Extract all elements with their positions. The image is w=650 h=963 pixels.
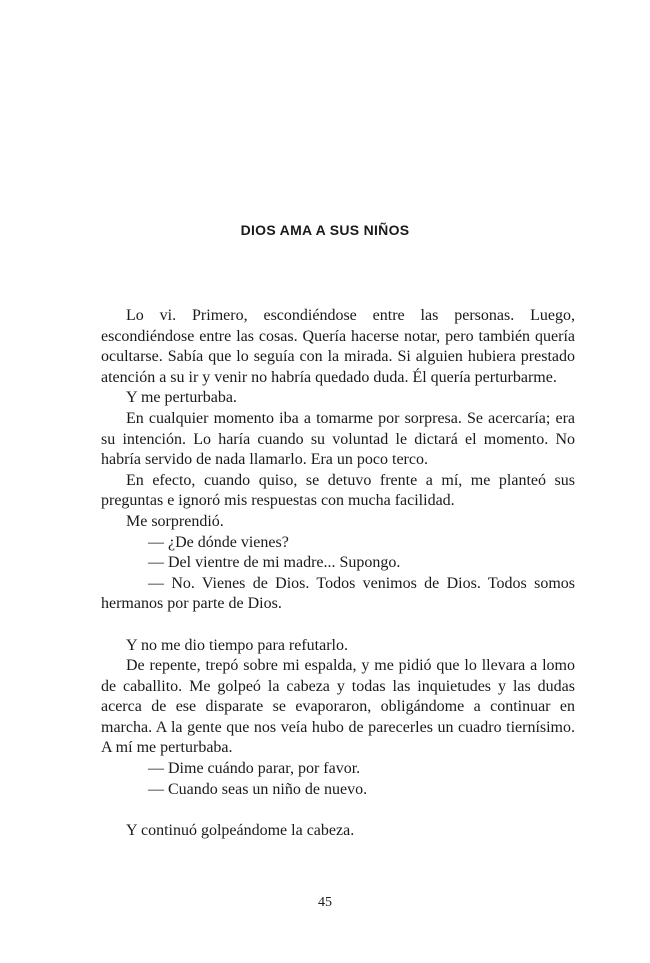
paragraph: Me sorprendió. <box>126 512 224 530</box>
paragraph: En cualquier momento iba a tomarme por sorpresa. Se acercaría; era su intención. Lo haría cuando su voluntad le dictará el momento. No habría servido de nada llamarlo. Era un poco terco. <box>101 409 575 469</box>
dialogue-line: — Dime cuándo parar, por favor. <box>148 760 361 778</box>
paragraph: Y no me dio tiempo para refutarlo. <box>126 636 348 654</box>
paragraph: Y continuó golpeándome la cabeza. <box>126 821 355 839</box>
dialogue-line: — ¿De dónde vienes? <box>148 533 289 551</box>
chapter-title: DIOS AMA A SUS NIÑOS <box>240 222 410 238</box>
paragraph: En efecto, cuando quiso, se detuvo frente a mí, me planteó sus preguntas e ignoró mis respuestas con mucha facilidad. <box>101 471 575 510</box>
paragraph: De repente, trepó sobre mi espalda, y me pidió que lo llevara a lomo de caballito. Me golpeó la cabeza y todas las inquietudes y las dudas acerca de ese disparate se evaporaron, obligándome a continuar en marcha. A la gente que nos veía hubo de parecerles un cuadro tiernísimo. A mí me perturbaba. <box>101 657 575 757</box>
dialogue-line: — Del vientre de mi madre... Supongo. <box>148 554 401 572</box>
paragraph: Lo vi. Primero, escondiéndose entre las personas. Luego, escondiéndose entre las cosas. Quería hacerse notar, pero también quería ocultarse. Sabía que lo seguía con la mirada. Si alguien hubiera prestado atención a su ir y venir no habría quedado duda. Él quería perturbarme. <box>101 307 575 386</box>
paragraph: Y me perturbaba. <box>126 389 237 407</box>
dialogue-line: — No. Vienes de Dios. Todos venimos de Dios. Todos somos hermanos por parte de Dios. <box>101 574 575 613</box>
dialogue-line: — Cuando seas un niño de nuevo. <box>148 780 368 798</box>
chapter-body <box>101 306 575 841</box>
page-number: 45 <box>318 895 332 910</box>
